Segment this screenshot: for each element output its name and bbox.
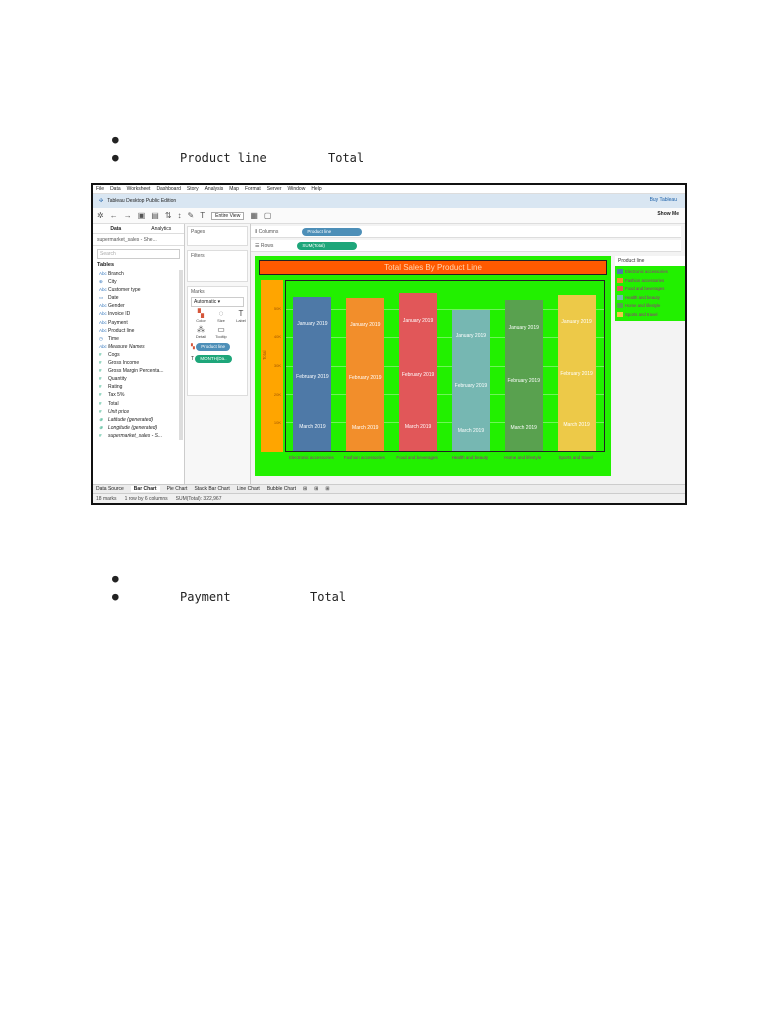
menu-item-server[interactable]: Server <box>266 186 282 192</box>
legend-item[interactable] <box>617 311 683 320</box>
field-item[interactable] <box>93 416 184 424</box>
field-name: Gender <box>108 303 125 310</box>
data-label: March 2019 <box>563 422 590 429</box>
tooltip-icon[interactable]: ▢ <box>263 211 272 220</box>
new-sheet-icon[interactable]: ▤ <box>151 211 159 220</box>
field-type-icon: # <box>99 400 102 406</box>
data-label: March 2019 <box>299 424 326 431</box>
legend-label: Home and lifestyle <box>625 303 661 308</box>
rows-pill[interactable]: SUM(Total) <box>297 242 357 250</box>
legend-swatch <box>617 295 623 300</box>
field-item[interactable] <box>93 424 184 432</box>
menu-bar <box>93 185 685 194</box>
bar-stack[interactable] <box>452 281 490 451</box>
field-type-icon: # <box>99 384 102 390</box>
bullet-dot: ● <box>112 151 119 164</box>
y-tick-label: 10K <box>273 420 281 426</box>
tooltip-button[interactable]: ▭ Tooltip <box>212 325 230 339</box>
sheet-tab[interactable]: Bar Chart <box>131 486 160 492</box>
detail-icon: ⁂ <box>197 325 205 334</box>
x-tick-label: Health and beauty <box>451 455 489 460</box>
field-type-icon: Abc <box>99 319 107 325</box>
new-story-icon[interactable]: ⊞ <box>325 486 330 492</box>
field-type-icon: Abc <box>99 303 107 309</box>
field-item[interactable] <box>93 278 184 286</box>
data-label: February 2019 <box>560 371 593 378</box>
bullet-text-2: Total <box>328 151 365 165</box>
data-label: January 2019 <box>508 325 539 332</box>
menu-item-data[interactable]: Data <box>110 186 121 192</box>
legend-swatch <box>617 286 623 291</box>
bar-segment[interactable] <box>558 349 596 399</box>
bar-segment[interactable] <box>346 298 384 352</box>
menu-item-format[interactable]: Format <box>244 186 261 192</box>
bar-stack[interactable] <box>293 281 331 451</box>
field-type-icon: # <box>99 432 102 438</box>
field-name: City <box>108 279 117 286</box>
color-legend <box>615 256 685 346</box>
grid-line <box>286 422 604 423</box>
bullet-text: Product line <box>180 151 267 165</box>
plot-area <box>285 280 605 452</box>
bar-segment[interactable] <box>452 410 490 451</box>
color-button[interactable]: ▚ Color <box>192 309 210 323</box>
filters-label: Filters <box>191 253 205 259</box>
tab-data[interactable]: Data <box>110 226 122 232</box>
label-button[interactable]: T Label <box>232 309 250 323</box>
grid-line <box>286 309 604 310</box>
bar-segment[interactable] <box>293 402 331 451</box>
field-item[interactable] <box>93 359 184 367</box>
field-item[interactable] <box>93 383 184 391</box>
data-label: February 2019 <box>454 382 488 389</box>
y-axis <box>261 280 283 452</box>
field-item[interactable] <box>93 343 184 351</box>
field-name: Branch <box>108 271 124 277</box>
grid-line <box>286 337 604 338</box>
marks-label: Marks <box>191 289 205 295</box>
status-text: SUM(Total): 322,967 <box>175 495 222 502</box>
label-small-icon: T <box>191 356 194 362</box>
sheet-tabs <box>93 484 685 493</box>
label-icon: T <box>238 309 244 318</box>
field-type-icon: ⊕ <box>99 416 103 422</box>
y-tick-label: 40K <box>273 334 281 340</box>
field-item[interactable] <box>93 400 184 408</box>
field-item[interactable] <box>93 310 184 318</box>
data-label: January 2019 <box>561 319 592 326</box>
bar-segment[interactable] <box>399 402 437 451</box>
rows-label: ☰ Rows <box>255 242 274 249</box>
highlight-icon[interactable]: ✎ <box>187 211 195 220</box>
size-icon: ◌ <box>218 309 224 318</box>
field-name: Longitude (generated) <box>108 424 158 431</box>
rows-shelf[interactable] <box>251 240 681 252</box>
field-name: Cogs <box>108 351 120 358</box>
x-tick-label: Food and beverages <box>396 455 438 460</box>
legend-item[interactable] <box>617 285 683 294</box>
bar-segment[interactable] <box>293 350 331 402</box>
field-name: Tax 5% <box>108 392 125 399</box>
title-bar <box>93 194 685 208</box>
bar-segment[interactable] <box>346 352 384 404</box>
legend-item[interactable] <box>617 294 683 303</box>
field-name: Measure Names <box>108 343 145 350</box>
label-icon[interactable]: T <box>200 211 206 220</box>
bar-segment[interactable] <box>452 310 490 360</box>
field-name: Gross Income <box>108 360 140 367</box>
bar-segment[interactable] <box>452 360 490 409</box>
data-label: March 2019 <box>352 425 379 432</box>
y-tick-label: 50K <box>273 305 281 311</box>
presentation-icon[interactable]: ▦ <box>250 211 258 220</box>
tableau-logo-icon: ✣ <box>99 198 104 204</box>
field-item[interactable] <box>93 432 184 440</box>
field-name: Unit price <box>108 408 130 415</box>
data-pane <box>93 224 185 493</box>
data-label: February 2019 <box>348 375 382 382</box>
field-type-icon: ▭ <box>99 295 104 301</box>
menu-item-story[interactable]: Story <box>186 186 199 192</box>
new-dashboard-icon[interactable]: ⊞ <box>314 486 319 492</box>
menu-item-help[interactable]: Help <box>311 186 322 192</box>
y-tick-label: 20K <box>273 391 281 397</box>
sort-icon[interactable]: ↕ <box>177 211 182 220</box>
field-type-icon: Abc <box>99 311 107 317</box>
data-label: January 2019 <box>297 321 328 328</box>
back-arrow-icon[interactable]: ← <box>109 211 118 220</box>
legend-title: Product line <box>615 256 685 266</box>
data-label: March 2019 <box>404 424 432 431</box>
bar-segment[interactable] <box>505 356 543 404</box>
detail-button[interactable]: ⁂ Detail <box>192 325 210 339</box>
data-label: January 2019 <box>402 317 434 324</box>
filters-card[interactable] <box>187 250 248 282</box>
field-item[interactable] <box>93 294 184 302</box>
status-text: 18 marks <box>96 495 117 502</box>
toolbar <box>93 208 685 224</box>
field-name: Total <box>108 400 119 407</box>
data-label: March 2019 <box>510 425 537 432</box>
field-type-icon: ⊕ <box>99 279 103 285</box>
field-type-icon: Abc <box>99 287 107 293</box>
bullet-dot: ● <box>112 133 119 146</box>
search-input[interactable]: Search <box>97 249 180 259</box>
sheet-tab[interactable]: Data Source <box>96 486 124 492</box>
field-type-icon: # <box>99 351 102 357</box>
field-item[interactable] <box>93 270 184 278</box>
x-tick-label: Sports and travel <box>558 455 593 460</box>
save-icon[interactable]: ▣ <box>137 211 146 220</box>
data-label: February 2019 <box>401 372 435 379</box>
menu-item-analysis[interactable]: Analysis <box>204 186 224 192</box>
bar-segment[interactable] <box>293 297 331 350</box>
field-item[interactable] <box>93 408 184 416</box>
data-label: January 2019 <box>455 332 487 339</box>
new-sheet-icon[interactable]: ⊞ <box>303 486 308 492</box>
field-item[interactable] <box>93 375 184 383</box>
bar-stack[interactable] <box>558 281 596 451</box>
field-item[interactable] <box>93 351 184 359</box>
y-tick-label: 30K <box>273 363 281 368</box>
field-type-icon: Abc <box>99 343 107 349</box>
field-type-icon: Abc <box>99 271 107 276</box>
x-tick-label: Electronic accessories <box>289 455 334 460</box>
window-title: Tableau Desktop Public Edition <box>107 198 177 204</box>
field-item[interactable] <box>93 286 184 294</box>
sheet-tab[interactable]: Stack Bar Chart <box>194 486 230 492</box>
cards-pane <box>185 224 251 493</box>
marks-pill-product-line[interactable]: Product line <box>196 343 230 351</box>
field-type-icon: ⊕ <box>99 424 103 430</box>
grid-line <box>286 394 604 395</box>
sheet-tab[interactable]: Bubble Chart <box>266 486 296 492</box>
sheet-tab[interactable]: Pie Chart <box>166 486 188 492</box>
menu-item-window[interactable]: Window <box>287 186 306 192</box>
data-label: February 2019 <box>296 373 329 380</box>
marks-type-dropdown[interactable]: Automatic ▾ <box>191 297 244 307</box>
menu-item-map[interactable]: Map <box>229 186 239 192</box>
legend-item[interactable] <box>617 302 683 311</box>
field-type-icon: # <box>99 360 102 366</box>
legend-swatch <box>617 278 623 283</box>
bar-segment[interactable] <box>505 300 543 356</box>
legend-label: Fashion accessories <box>625 277 665 283</box>
pages-label: Pages <box>191 229 206 235</box>
columns-shelf[interactable] <box>251 226 681 238</box>
bar-segment[interactable] <box>505 404 543 451</box>
sheet-tab[interactable]: Line Chart <box>236 486 260 492</box>
tab-analytics[interactable]: Analytics <box>151 226 172 232</box>
fit-dropdown[interactable]: Entire View <box>211 212 244 220</box>
forward-arrow-icon[interactable]: → <box>123 211 132 220</box>
field-item[interactable] <box>93 335 184 343</box>
pages-card[interactable] <box>187 226 248 246</box>
field-name: Product line <box>108 327 135 334</box>
columns-pill[interactable]: Product line <box>302 228 362 236</box>
color-small-icon: ▚ <box>191 344 195 350</box>
data-label: March 2019 <box>457 428 485 435</box>
field-type-icon: ◷ <box>99 335 103 341</box>
legend-item[interactable] <box>617 277 683 286</box>
show-me-button[interactable]: Show Me <box>657 211 679 217</box>
columns-label: ⦀ Columns <box>255 228 279 235</box>
field-name: Rating <box>108 384 123 391</box>
x-tick-label: Home and lifestyle <box>504 455 542 460</box>
legend-item[interactable] <box>617 268 683 277</box>
tableau-home-icon[interactable]: ✲ <box>97 211 104 220</box>
field-name: Latitude (generated) <box>108 416 154 423</box>
tooltip-icon: ▭ <box>217 325 225 334</box>
field-item[interactable] <box>93 302 184 310</box>
legend-label: Food and beverages <box>625 286 665 291</box>
field-name: Invoice ID <box>108 311 131 318</box>
field-item[interactable] <box>93 367 184 375</box>
bar-segment[interactable] <box>346 404 384 451</box>
legend-label: Electronic accessories <box>625 269 668 274</box>
data-label: January 2019 <box>350 321 381 328</box>
field-list <box>93 270 184 440</box>
menu-item-worksheet[interactable]: Worksheet <box>126 186 151 192</box>
menu-item-dashboard[interactable]: Dashboard <box>156 186 181 192</box>
bullet-dot: ● <box>112 572 119 585</box>
field-name: Gross Margin Percenta... <box>108 368 164 375</box>
bar-stack[interactable] <box>399 281 437 451</box>
size-button[interactable]: ◌ Size <box>212 309 230 323</box>
field-type-icon: # <box>99 392 102 398</box>
field-name: supermarket_sales - S... <box>108 432 163 439</box>
legend-swatch <box>617 269 623 274</box>
x-tick-label: Fashion accessories <box>343 455 385 460</box>
grid-line <box>286 366 604 367</box>
bar-stack[interactable] <box>505 281 543 451</box>
bar-stack[interactable] <box>346 281 384 451</box>
status-bar <box>93 493 685 503</box>
chart-area <box>255 256 611 476</box>
field-type-icon: Abc <box>99 327 107 333</box>
data-label: February 2019 <box>507 377 540 384</box>
datasource-item[interactable]: supermarket_sales - She... <box>93 234 184 246</box>
field-item[interactable] <box>93 327 184 335</box>
bar-segment[interactable] <box>558 399 596 451</box>
status-text: 1 row by 6 columns <box>124 495 168 502</box>
bullet-dot: ● <box>112 590 119 603</box>
legend-label: Sports and travel <box>625 311 658 317</box>
field-item[interactable] <box>93 391 184 399</box>
bullet-text: Payment <box>180 590 231 604</box>
menu-item-file[interactable]: File <box>96 186 105 192</box>
legend-swatch <box>617 312 623 317</box>
chart-title: Total Sales By Product Line <box>259 260 607 275</box>
scrollbar[interactable] <box>179 270 183 440</box>
field-type-icon: # <box>99 368 102 374</box>
field-name: Date <box>108 295 119 302</box>
legend-swatch <box>617 303 623 308</box>
marks-card <box>187 286 248 396</box>
legend-label: Health and beauty <box>625 294 660 300</box>
color-icon: ▚ <box>197 309 205 318</box>
field-type-icon: # <box>99 376 102 382</box>
bar-segment[interactable] <box>399 293 437 348</box>
bar-segment[interactable] <box>399 348 437 402</box>
field-type-icon: # <box>99 408 102 414</box>
bar-segment[interactable] <box>558 295 596 349</box>
field-item[interactable] <box>93 319 184 327</box>
buy-tableau-link[interactable]: Buy Tableau <box>649 197 677 203</box>
tables-heading: Tables <box>97 262 115 268</box>
tableau-screenshot <box>91 183 687 505</box>
field-name: Customer type <box>108 287 141 294</box>
field-name: Payment <box>108 319 128 326</box>
bullet-text-2: Total <box>310 590 347 604</box>
field-name: Time <box>108 335 119 342</box>
y-axis-label: Total <box>262 350 267 360</box>
marks-pill-month[interactable]: MONTH(Da.. <box>195 355 231 363</box>
field-name: Quantity <box>108 376 127 383</box>
swap-icon[interactable]: ⇅ <box>164 211 172 220</box>
